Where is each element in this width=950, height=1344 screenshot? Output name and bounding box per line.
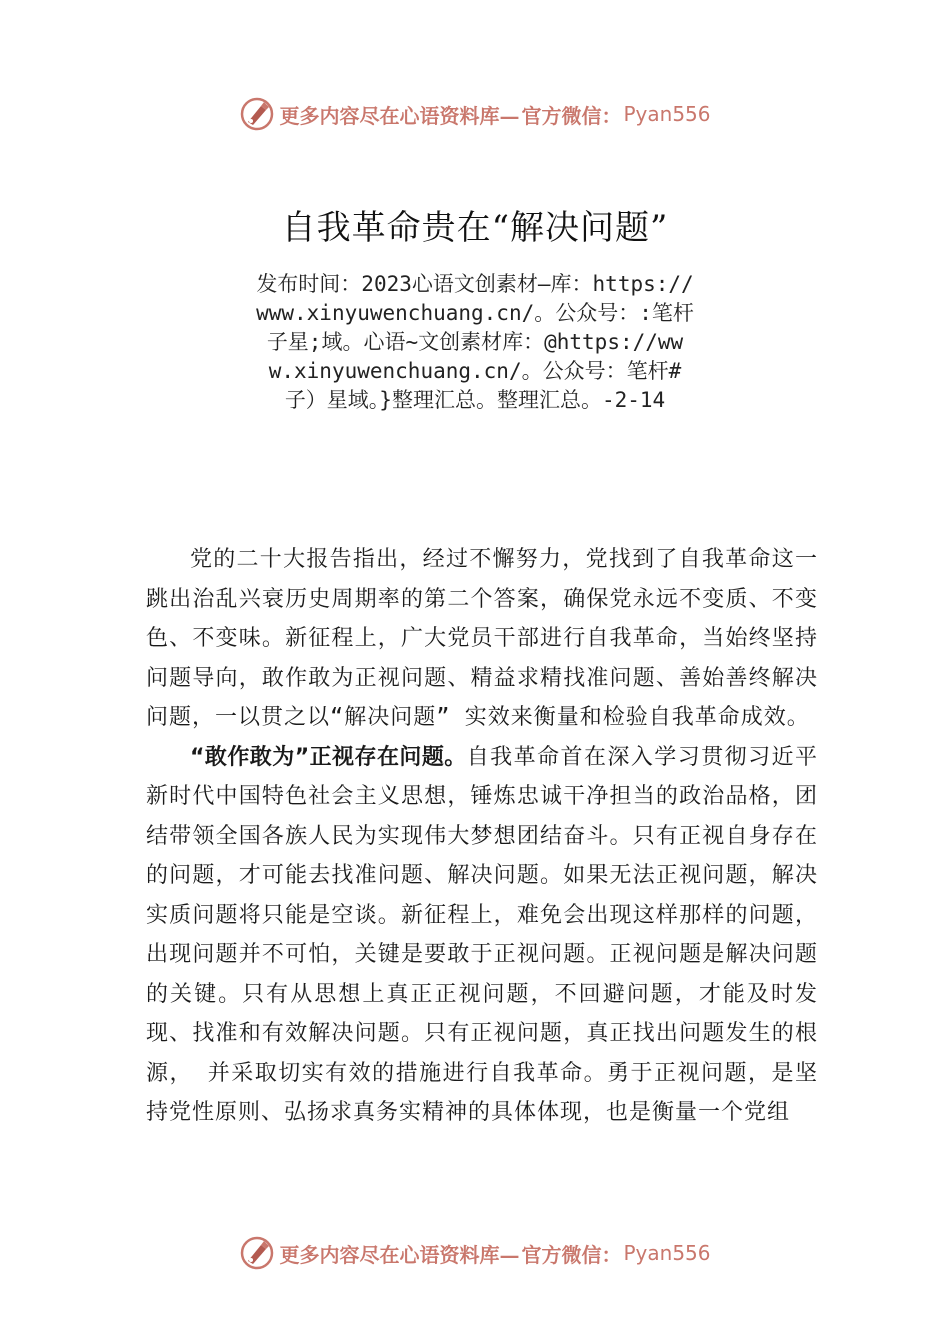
paragraph-lead: “敢作敢为”正视存在问题。 (190, 744, 467, 770)
brand-text: 更多内容尽在心语资料库— (279, 1242, 520, 1267)
publish-meta: 发布时间：2023心语文创素材—库：https://www.xinyuwenchuang.cn/。公众号：:笔杆子星;域。心语~文创素材库：@https://www.xinyuwenchuang.cn/。公众号：笔杆#子）星域。}整理汇总。整理汇总。-2-14 (256, 272, 694, 412)
wechat-id: Pyan556 (623, 1241, 711, 1265)
footer-banner (0, 1233, 950, 1273)
pen-nib-logo-icon (239, 1235, 275, 1271)
wechat-id: Pyan556 (623, 102, 711, 126)
header-banner (0, 94, 950, 134)
wechat-label: 官方微信： (521, 1242, 622, 1267)
document-body (146, 540, 818, 1133)
document-title: 自我革命贵在“解决问题” (281, 208, 669, 248)
paragraph-1 (146, 540, 818, 738)
paragraph-text: 党的二十大报告指出，经过不懈努力，党找到了自我革命这一跳出治乱兴衰历史周期率的第二个答案，确保党永远不变质、不变色、不变味。新征程上，广大党员干部进行自我革命，当始终坚持问题导向，敢作敢为正视问题、精益求精找准问题、善始善终解决问题，一以贯之以“解决问题” 实效来衡量和检验自我革命成效。 (146, 547, 818, 730)
brand-text: 更多内容尽在心语资料库— (279, 103, 520, 128)
pen-nib-logo-icon (239, 96, 275, 132)
wechat-label: 官方微信： (521, 103, 622, 128)
paragraph-2 (146, 738, 818, 1133)
paragraph-text: 自我革命首在深入学习贯彻习近平新时代中国特色社会主义思想，锤炼忠诚干净担当的政治品格，团结带领全国各族人民为实现伟大梦想团结奋斗。只有正视自身存在的问题，才可能去找准问题、解决问题。如果无法正视问题，解决实质问题将只能是空谈。新征程上，难免会出现这样那样的问题，出现问题并不可怕，关键是要敢于正视问题。正视问题是解决问题的关键。只有从思想上真正正视问题，不回避问题，才能及时发现、找准和有效解决问题。只有正视问题，真正找出问题发生的根源， 并采取切实有效的措施进行自我革命。勇于正视问题，是坚持党性原则、弘扬求真务实精神的具体体现，也是衡量一个党组 (146, 744, 818, 1125)
